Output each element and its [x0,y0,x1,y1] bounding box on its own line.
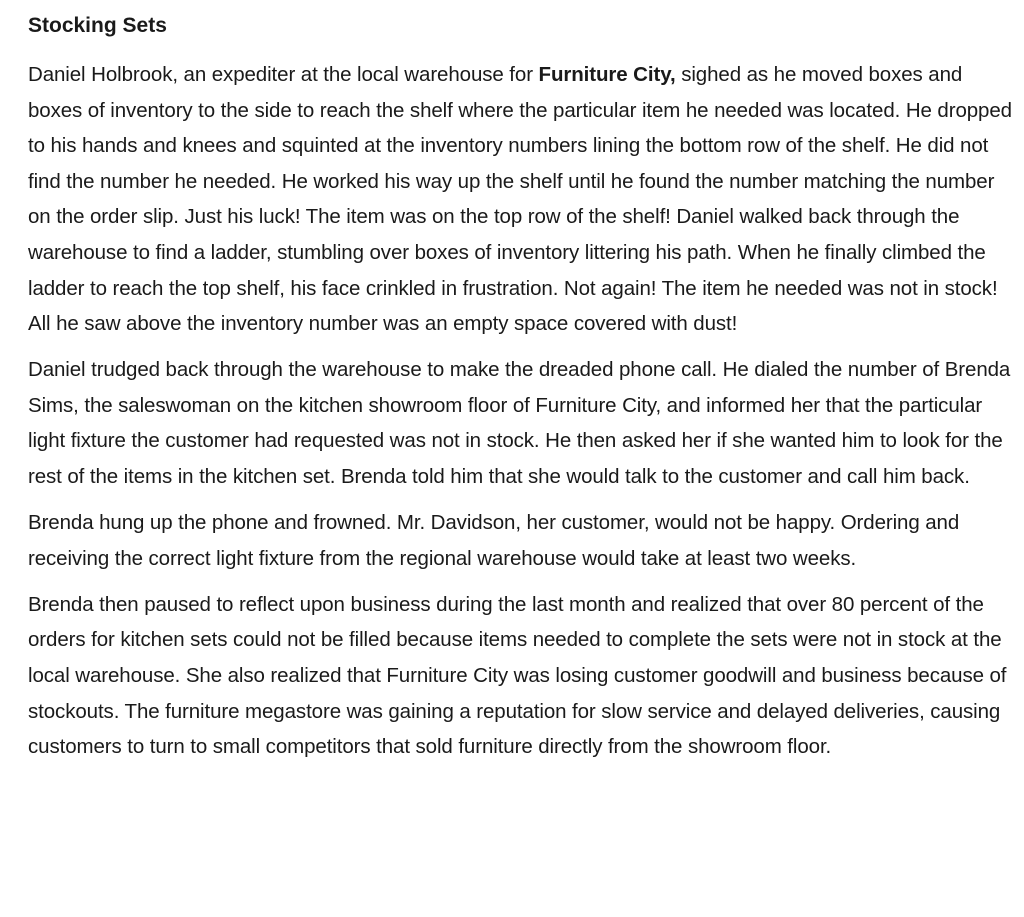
paragraph-1 [28,57,1014,342]
paragraph-2: Daniel trudged back through the warehouse to make the dreaded phone call. He dialed the number of Brenda Sims, the saleswoman on the kitchen showroom floor of Furniture City, and informed her that the particular light fixture the customer had requested was not in stock. He then asked her if she wanted him to look for the rest of the items in the kitchen set. Brenda told him that she would talk to the customer and call him back. [28,358,1011,489]
paragraph-1-intro: Daniel Holbrook, an expediter at the local warehouse for [28,63,539,86]
section-title: Stocking Sets [28,14,167,37]
paragraph-1-body: sighed as he moved boxes and boxes of inventory to the side to reach the shelf where the particular item he needed was located. He dropped to his hands and knees and squinted at the inventory numbers lining the bottom row of the shelf. He did not find the number he needed. He worked his way up the shelf until he found the number matching the number on the order slip. Just his luck! The item was on the top row of the shelf! Daniel walked back through the warehouse to find a ladder, stumbling over boxes of inventory littering his path. When he finally climbed the ladder to reach the top shelf, his face crinkled in frustration. Not again! The item he needed was not in stock! All he saw above the inventory number was an empty space covered with dust! [28,63,1012,336]
paragraph-3: Brenda hung up the phone and frowned. Mr. Davidson, her customer, would not be happy. Ordering and receiving the correct light fixture from the regional warehouse would take at least two weeks. [28,511,960,570]
company-name: Furniture City, [538,63,676,86]
paragraph-4: Brenda then paused to reflect upon business during the last month and realized that over 80 percent of the orders for kitchen sets could not be filled because items needed to complete the sets were not in stock at the local warehouse. She also realized that Furniture City was losing customer goodwill and business because of stockouts. The furniture megastore was gaining a reputation for slow service and delayed deliveries, causing customers to turn to small competitors that sold furniture directly from the showroom floor. [28,592,1007,759]
